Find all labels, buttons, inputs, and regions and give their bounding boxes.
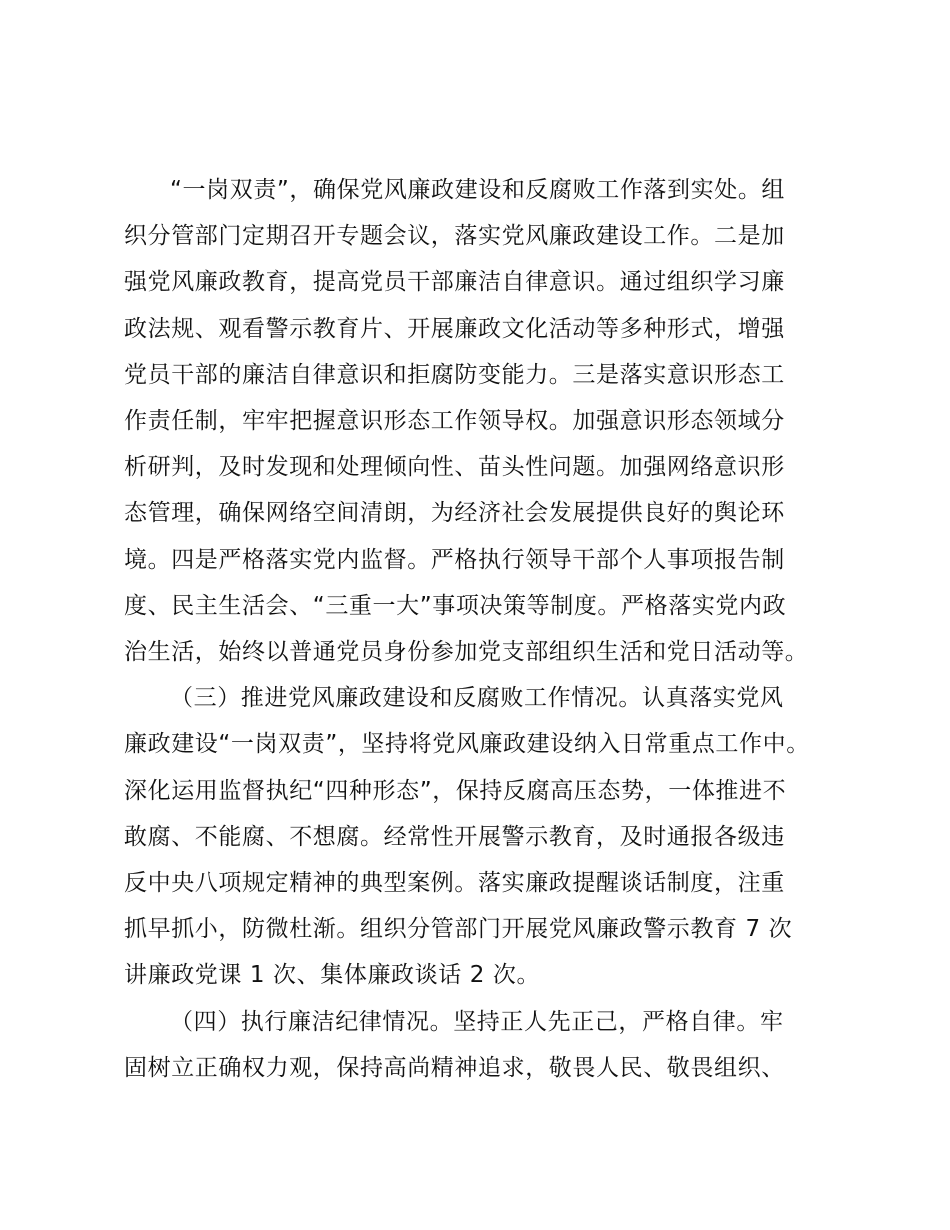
section-heading-line: （四）执行廉洁纪律情况。坚持正人先正己，严格自律。牢 [170,1008,784,1035]
text-line: 析研判，及时发现和处理倾向性、苗头性问题。加强网络意识形 [124,454,785,481]
paragraph-section-four [124,999,842,1091]
section-heading-line: （三）推进党风廉政建设和反腐败工作情况。认真落实党风 [170,685,784,712]
text-line: 固树立正确权力观，保持高尚精神追求，敬畏人民、敬畏组织、 [124,1054,785,1081]
text-line: 反中央八项规定精神的典型案例。落实廉政提醒谈话制度，注重 [124,870,785,897]
document-body [124,167,842,1091]
text-line: 讲廉政党课 1 次、集体廉政谈话 2 次。 [124,962,541,989]
text-line: 党员干部的廉洁自律意识和拒腐防变能力。三是落实意识形态工 [124,361,785,388]
text-line: 强党风廉政教育，提高党员干部廉洁自律意识。通过组织学习廉 [124,269,785,296]
text-line: 深化运用监督执纪“四种形态”，保持反腐高压态势，一体推进不 [124,777,787,804]
text-line: 敢腐、不能腐、不想腐。经常性开展警示教育，及时通报各级违 [124,823,785,850]
text-line: 政法规、观看警示教育片、开展廉政文化活动等多种形式，增强 [124,315,785,342]
paragraph-section-three [124,675,842,998]
text-line: 廉政建设“一岗双责”，坚持将党风廉政建设纳入日常重点工作中。 [124,731,810,758]
text-line: 治生活，始终以普通党员身份参加党支部组织生活和党日活动等。 [124,639,809,666]
text-line: 织分管部门定期召开专题会议，落实党风廉政建设工作。二是加 [124,223,785,250]
text-line: 作责任制，牢牢把握意识形态工作领导权。加强意识形态领域分 [124,408,785,435]
text-line: 度、民主生活会、“三重一大”事项决策等制度。严格落实党内政 [124,592,787,619]
text-line: 态管理，确保网络空间清朗，为经济社会发展提供良好的舆论环 [124,500,785,527]
text-line: 境。四是严格落实党内监督。严格执行领导干部个人事项报告制 [124,546,785,573]
text-line: 抓早抓小，防微杜渐。组织分管部门开展党风廉政警示教育 7 次 [124,916,793,943]
text-line: “一岗双责”，确保党风廉政建设和反腐败工作落到实处。组 [170,177,786,203]
paragraph-responsibility [124,167,842,675]
